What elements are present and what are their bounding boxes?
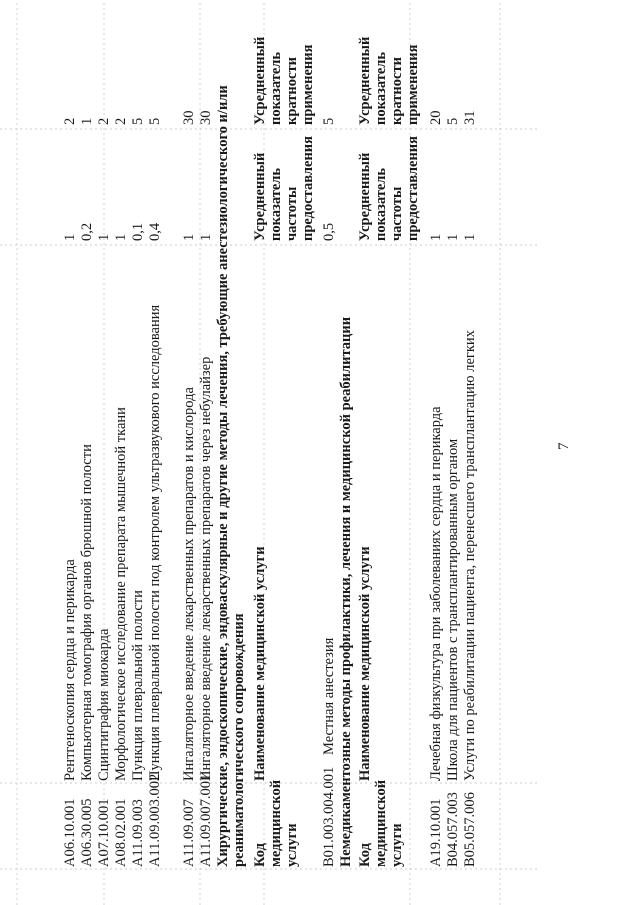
table-row <box>428 7 445 867</box>
header-code: Код медицинской услуги <box>252 779 300 867</box>
frequency-value: 1 <box>113 233 129 241</box>
frequency-value: 0,2 <box>79 222 95 241</box>
page-number: 7 <box>556 442 572 450</box>
service-code: B04.057.003 <box>445 792 461 867</box>
frequency-value: 1 <box>96 233 112 241</box>
header-frequency: Усредненный показатель частоты предоставления <box>357 136 421 241</box>
frequency-value: 1 <box>62 233 78 241</box>
service-code: A11.09.003 <box>130 799 146 867</box>
frequency-value: 0,1 <box>130 222 146 241</box>
frequency-value: 1 <box>181 233 197 241</box>
multiplicity-value: 2 <box>62 117 78 125</box>
multiplicity-value: 1 <box>79 117 95 125</box>
service-code: A06.30.005 <box>79 798 95 867</box>
frequency-value: 1 <box>462 233 478 241</box>
service-name: Местная анестезия <box>321 637 337 755</box>
header-name: Наименование медицинской услуги <box>357 546 373 781</box>
service-name: Морфологическое исследование препарата мышечной ткани <box>113 407 129 781</box>
table-row <box>130 7 147 867</box>
service-name: Лечебная физкультура при заболеваниях сердца и перикарда <box>428 406 444 781</box>
header-multiplicity: Усредненный показатель кратности применения <box>357 36 421 125</box>
multiplicity-value: 5 <box>445 117 461 125</box>
multiplicity-value: 30 <box>181 110 197 125</box>
service-name: Сцинтиграфия миокарда <box>96 628 112 781</box>
table-row <box>79 7 96 867</box>
multiplicity-value: 20 <box>428 110 444 125</box>
table-row <box>181 7 198 867</box>
table-row <box>96 7 113 867</box>
service-code: B01.003.004.001 <box>321 766 337 867</box>
table-row <box>321 7 338 867</box>
table-row <box>462 7 496 867</box>
multiplicity-value: 2 <box>96 117 112 125</box>
service-name: Компьютерная томография органов брюшной полости <box>79 444 95 781</box>
service-code: B05.057.006 <box>462 792 478 867</box>
multiplicity-value: 2 <box>113 117 129 125</box>
service-name: Школа для пациентов с трансплантированным органом <box>445 438 461 781</box>
table-header <box>357 7 423 867</box>
service-code: A06.10.001 <box>62 798 78 867</box>
header-name: Наименование медицинской услуги <box>252 546 268 781</box>
multiplicity-value: 31 <box>462 110 478 125</box>
service-code: A11.09.007.001 <box>198 773 214 867</box>
service-code: A07.10.001 <box>96 798 112 867</box>
table-row <box>445 7 462 867</box>
section-title-nonmedical: Немедикаментозные методы профилактики, лечения и медицинской реабилитации <box>338 316 354 867</box>
service-code: A11.09.007 <box>181 799 197 867</box>
service-name: Пункция плевральной полости <box>130 590 146 781</box>
frequency-value: 1 <box>428 233 444 241</box>
header-frequency: Усредненный показатель частоты предоставления <box>252 136 316 241</box>
service-name: Рентгеноскопия сердца и перикарда <box>62 559 78 781</box>
service-code: A19.10.001 <box>428 798 444 867</box>
service-code: A11.09.003.002 <box>147 773 163 867</box>
table-row <box>147 7 181 867</box>
service-code: A08.02.001 <box>113 798 129 867</box>
table-header <box>252 7 318 867</box>
section-title-surgical: Хирургические, эндоскопические, эндоваскулярные и другие методы лечения, требующие анестезиологического и/или реаниматологического сопровождения <box>215 85 247 867</box>
service-name: Ингаляторное введение лекарственных препаратов через небулайзер <box>198 356 214 781</box>
service-name: Ингаляторное введение лекарственных препаратов и кислорода <box>181 387 197 781</box>
frequency-value: 0,4 <box>147 222 163 241</box>
service-name: Пункция плевральной полости под контролем ультразвукового исследования <box>147 304 163 781</box>
table-row <box>198 7 215 867</box>
table-row <box>62 7 79 867</box>
service-name: Услуги по реабилитации пациента, перенесшего трансплантацию легких <box>462 330 478 781</box>
frequency-value: 1 <box>198 233 214 241</box>
header-code: Код медицинской услуги <box>357 779 405 867</box>
header-multiplicity: Усредненный показатель кратности применения <box>252 36 316 125</box>
multiplicity-value: 5 <box>130 117 146 125</box>
table-row <box>113 7 130 867</box>
frequency-value: 1 <box>445 233 461 241</box>
multiplicity-value: 5 <box>321 117 337 125</box>
multiplicity-value: 30 <box>198 110 214 125</box>
frequency-value: 0,5 <box>321 222 337 241</box>
multiplicity-value: 5 <box>147 117 163 125</box>
